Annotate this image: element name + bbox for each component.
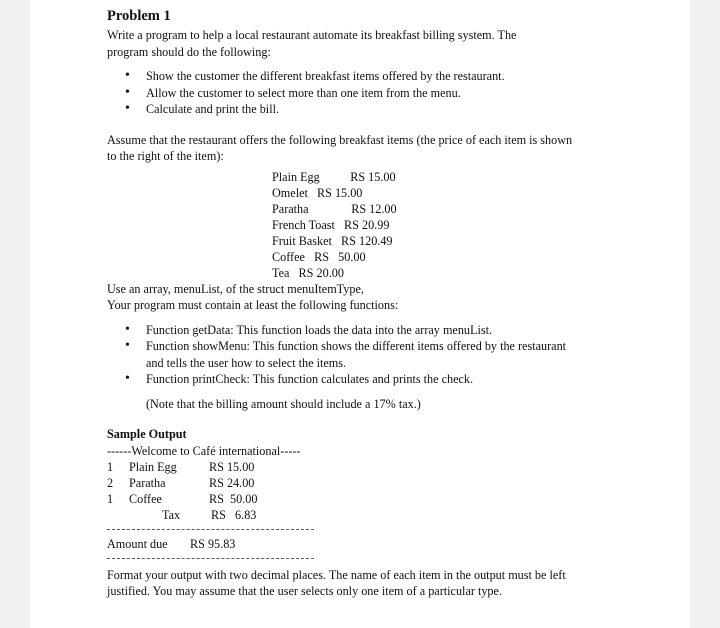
menu-item: Omelet RS 15.00 bbox=[272, 185, 363, 200]
breakfast-menu bbox=[272, 169, 627, 281]
menu-item: Paratha RS 12.00 bbox=[272, 201, 397, 216]
sample-output-title: Sample Output bbox=[107, 427, 187, 441]
menu-item: Plain Egg RS 15.00 bbox=[272, 169, 396, 184]
requirements-list bbox=[107, 68, 627, 118]
tax-note: (Note that the billing amount should include a 17% tax.) bbox=[146, 396, 421, 411]
functions-list bbox=[107, 322, 627, 388]
list-item: • Function getData: This function loads the data into the array menuList. bbox=[107, 322, 627, 339]
divider bbox=[107, 529, 314, 530]
welcome-line: ------Welcome to Café international----- bbox=[107, 443, 301, 458]
intro-line-2: program should do the following: bbox=[107, 44, 271, 59]
list-item bbox=[107, 338, 627, 371]
format-line-2: justified. You may assume that the user selects only one item of a particular type. bbox=[107, 584, 502, 598]
format-line-1: Format your output with two decimal places. The name of each item in the output must be left bbox=[107, 567, 566, 582]
sample-output bbox=[107, 443, 627, 559]
output-row: 1 Plain Egg RS 15.00 bbox=[107, 459, 255, 474]
amount-row: Amount due RS 95.83 bbox=[107, 536, 236, 551]
output-row: 1 Coffee RS 50.00 bbox=[107, 491, 258, 506]
divider bbox=[107, 558, 314, 559]
output-row: 2 Paratha RS 24.00 bbox=[107, 475, 255, 490]
document-page bbox=[30, 0, 690, 628]
problem-text bbox=[107, 7, 627, 600]
list-item: • Show the customer the different breakfast items offered by the restaurant. bbox=[107, 68, 627, 85]
list-item: • Allow the customer to select more than one item from the menu. bbox=[107, 85, 627, 102]
show-menu-line-1: Function showMenu: This function shows the different items offered by the restaurant bbox=[146, 339, 567, 353]
menu-item: Tea RS 20.00 bbox=[272, 265, 344, 280]
list-item: • Calculate and print the bill. bbox=[107, 101, 627, 118]
array-line-1: Use an array, menuList, of the struct menuItemType, bbox=[107, 281, 364, 296]
menu-item: Coffee RS 50.00 bbox=[272, 249, 366, 264]
tax-row: Tax RS 6.83 bbox=[162, 507, 257, 522]
list-item: • Function printCheck: This function calculates and prints the check. bbox=[107, 371, 627, 388]
menu-item: Fruit Basket RS 120.49 bbox=[272, 233, 393, 248]
assume-line-2: to the right of the item): bbox=[107, 149, 224, 163]
assume-line-1: Assume that the restaurant offers the following breakfast items (the price of each item is shown bbox=[107, 132, 573, 147]
problem-title: Problem 1 bbox=[107, 8, 171, 24]
show-menu-line-2: and tells the user how to select the items. bbox=[146, 355, 347, 370]
menu-item: French Toast RS 20.99 bbox=[272, 217, 390, 232]
array-line-2: Your program must contain at least the following functions: bbox=[107, 298, 399, 312]
intro-line-1: Write a program to help a local restaurant automate its breakfast billing system. The bbox=[107, 28, 517, 42]
